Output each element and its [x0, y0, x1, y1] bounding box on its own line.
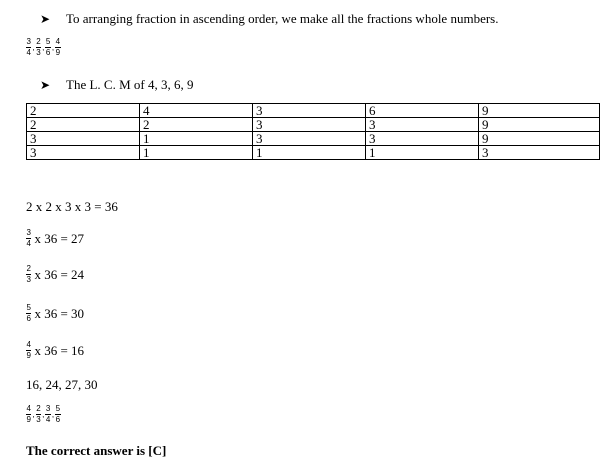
fraction: $\frac{4}{9}$	[55, 37, 61, 57]
table-cell: 3	[253, 118, 366, 132]
fraction: $\frac{4}{9}$	[26, 404, 31, 424]
arrow-bullet-icon: ➤	[40, 78, 51, 92]
ordered-fractions: $\frac{4}{9}$ , $\frac{2}{3}$ , $\frac{3}{4}$ , $\frac{5}{6}$	[26, 404, 61, 424]
table-cell: 1	[140, 146, 253, 160]
calculation-result: x 36 = 30	[34, 305, 85, 321]
fraction: $\frac{2}{3}$	[26, 264, 31, 284]
calculation-result: x 36 = 24	[34, 266, 85, 282]
table-cell: 6	[366, 104, 479, 118]
given-fractions: $\frac{3}{4}$ , $\frac{2}{3}$ , $\frac{5}{6}$ , $\frac{4}{9}$	[26, 37, 61, 57]
calculation-result: x 36 = 16	[34, 342, 85, 358]
table-cell: 3	[366, 132, 479, 146]
table-cell: 1	[140, 132, 253, 146]
table-cell: 4	[140, 104, 253, 118]
table-cell: 3	[253, 104, 366, 118]
table-cell: 1	[366, 146, 479, 160]
instruction-text: To arranging fraction in ascending order, we make all the fractions whole numbers.	[66, 11, 499, 26]
fraction: $\frac{5}{6}$	[26, 303, 31, 323]
fraction: $\frac{3}{4}$	[26, 37, 31, 57]
table-cell: 3	[253, 132, 366, 146]
calculation-line	[26, 229, 84, 248]
fraction: $\frac{2}{3}$	[36, 37, 41, 57]
calculation-line	[26, 265, 84, 284]
calculation-result: x 36 = 27	[34, 230, 85, 246]
lcm-table	[26, 103, 600, 160]
table-cell: 1	[253, 146, 366, 160]
calculation-line	[26, 341, 84, 360]
arrow-bullet-icon: ➤	[40, 12, 51, 26]
table-cell: 3	[27, 146, 140, 160]
table-cell: 2	[27, 104, 140, 118]
fraction: $\frac{3}{4}$	[26, 228, 31, 248]
table-cell: 3	[27, 132, 140, 146]
fraction: $\frac{2}{3}$	[36, 404, 41, 424]
table-cell: 3	[366, 118, 479, 132]
table-cell: 9	[479, 118, 600, 132]
table-cell: 2	[27, 118, 140, 132]
table-cell: 9	[479, 132, 600, 146]
fraction: $\frac{3}{4}$	[45, 404, 51, 424]
fraction: $\frac{5}{6}$	[45, 37, 51, 57]
table-cell: 9	[479, 104, 600, 118]
table-row	[27, 146, 600, 160]
correct-answer: The correct answer is [C]	[26, 443, 167, 458]
bullet-lcm	[40, 77, 193, 93]
fraction: $\frac{4}{9}$	[26, 340, 31, 360]
table-cell: 2	[140, 118, 253, 132]
fraction: $\frac{5}{6}$	[55, 404, 61, 424]
table-row	[27, 132, 600, 146]
bullet-instruction	[40, 11, 498, 27]
table-row	[27, 104, 600, 118]
lcm-product: 2 x 2 x 3 x 3 = 36	[26, 199, 118, 214]
table-row	[27, 118, 600, 132]
calculation-line	[26, 304, 84, 323]
lcm-heading: The L. C. M of 4, 3, 6, 9	[66, 77, 194, 92]
table-cell: 3	[479, 146, 600, 160]
whole-numbers: 16, 24, 27, 30	[26, 377, 98, 392]
